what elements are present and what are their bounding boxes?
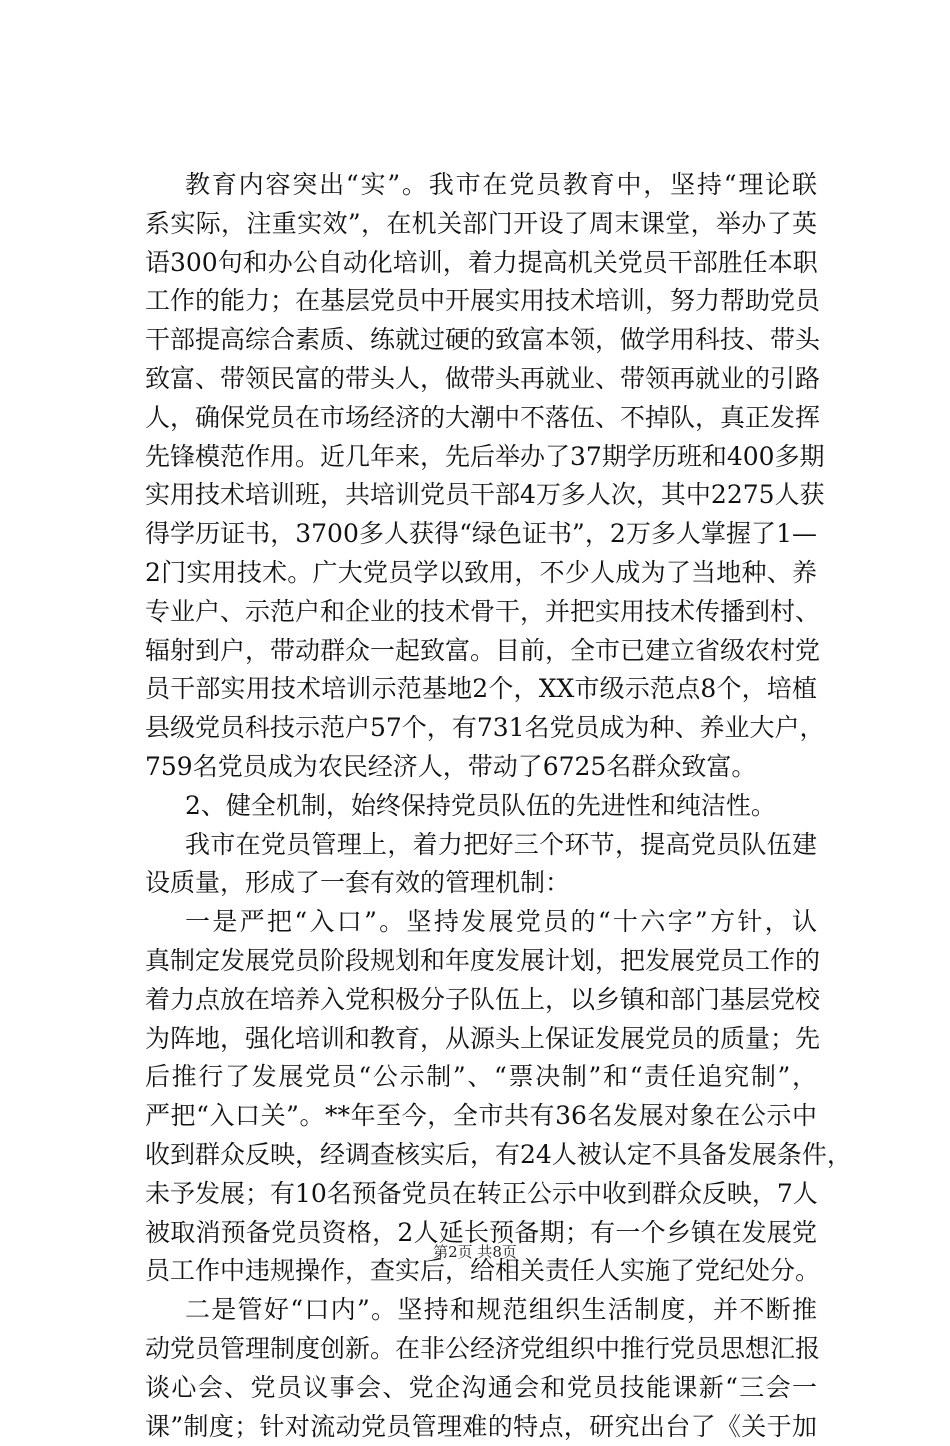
text-line: 致富、带领民富的带头人，做带头再就业、带领再就业的引路 bbox=[145, 360, 817, 399]
text-line: 员工作中违规操作，查实后，给相关责任人实施了党纪处分。 bbox=[145, 1252, 817, 1291]
text-line: 二是管好“口内”。坚持和规范组织生活制度，并不断推 bbox=[145, 1291, 817, 1330]
text-line: 2、健全机制，始终保持党员队伍的先进性和纯洁性。 bbox=[145, 787, 817, 826]
text-line: 2门实用技术。广大党员学以致用，不少人成为了当地种、养 bbox=[145, 554, 817, 593]
text-line: 一是严把“入口”。坚持发展党员的“十六字”方针，认 bbox=[145, 903, 817, 942]
text-line: 着力点放在培养入党积极分子队伍上，以乡镇和部门基层党校 bbox=[145, 981, 817, 1020]
text-line: 县级党员科技示范户57个，有731名党员成为种、养业大户， bbox=[145, 709, 817, 748]
text-line: 后推行了发展党员“公示制”、“票决制”和“责任追究制”， bbox=[145, 1058, 817, 1097]
text-line: 被取消预备党员资格，2人延长预备期；有一个乡镇在发展党 bbox=[145, 1214, 817, 1253]
text-line: 得学历证书，3700多人获得“绿色证书”，2万多人掌握了1— bbox=[145, 515, 817, 554]
text-line: 设质量，形成了一套有效的管理机制： bbox=[145, 864, 817, 903]
text-line: 教育内容突出“实”。我市在党员教育中，坚持“理论联 bbox=[145, 166, 817, 205]
text-line: 人，确保党员在市场经济的大潮中不落伍、不掉队，真正发挥 bbox=[145, 399, 817, 438]
text-line: 为阵地，强化培训和教育，从源头上保证发展党员的质量；先 bbox=[145, 1020, 817, 1059]
text-line: 先锋模范作用。近几年来，先后举办了37期学历班和400多期 bbox=[145, 438, 817, 477]
text-line: 严把“入口关”。**年至今，全市共有36名发展对象在公示中 bbox=[145, 1097, 817, 1136]
text-line: 759名党员成为农民经济人，带动了6725名群众致富。 bbox=[145, 748, 817, 787]
text-line: 员干部实用技术培训示范基地2个，XX市级示范点8个，培植 bbox=[145, 670, 817, 709]
text-line: 语300句和办公自动化培训，着力提高机关党员干部胜任本职 bbox=[145, 244, 817, 283]
text-line: 未予发展；有10名预备党员在转正公示中收到群众反映，7人 bbox=[145, 1175, 817, 1214]
text-line: 收到群众反映，经调查核实后，有24人被认定不具备发展条件， bbox=[145, 1136, 817, 1175]
text-line: 系实际，注重实效”，在机关部门开设了周末课堂，举办了英 bbox=[145, 205, 817, 244]
text-line: 我市在党员管理上，着力把好三个环节，提高党员队伍建 bbox=[145, 826, 817, 865]
text-line: 谈心会、党员议事会、党企沟通会和党员技能课新“三会一 bbox=[145, 1369, 817, 1408]
text-line: 专业户、示范户和企业的技术骨干，并把实用技术传播到村、 bbox=[145, 593, 817, 632]
text-line: 干部提高综合素质、练就过硬的致富本领，做学用科技、带头 bbox=[145, 321, 817, 360]
text-line: 动党员管理制度创新。在非公经济党组织中推行党员思想汇报 bbox=[145, 1330, 817, 1369]
page-footer: 第2页 共8页 bbox=[0, 1242, 950, 1262]
text-line: 真制定发展党员阶段规划和年度发展计划，把发展党员工作的 bbox=[145, 942, 817, 981]
text-line: 辐射到户，带动群众一起致富。目前，全市已建立省级农村党 bbox=[145, 632, 817, 671]
text-line: 课”制度；针对流动党员管理难的特点，研究出台了《关于加 bbox=[145, 1408, 817, 1446]
text-line: 工作的能力；在基层党员中开展实用技术培训，努力帮助党员 bbox=[145, 282, 817, 321]
text-line: 实用技术培训班，共培训党员干部4万多人次，其中2275人获 bbox=[145, 476, 817, 515]
